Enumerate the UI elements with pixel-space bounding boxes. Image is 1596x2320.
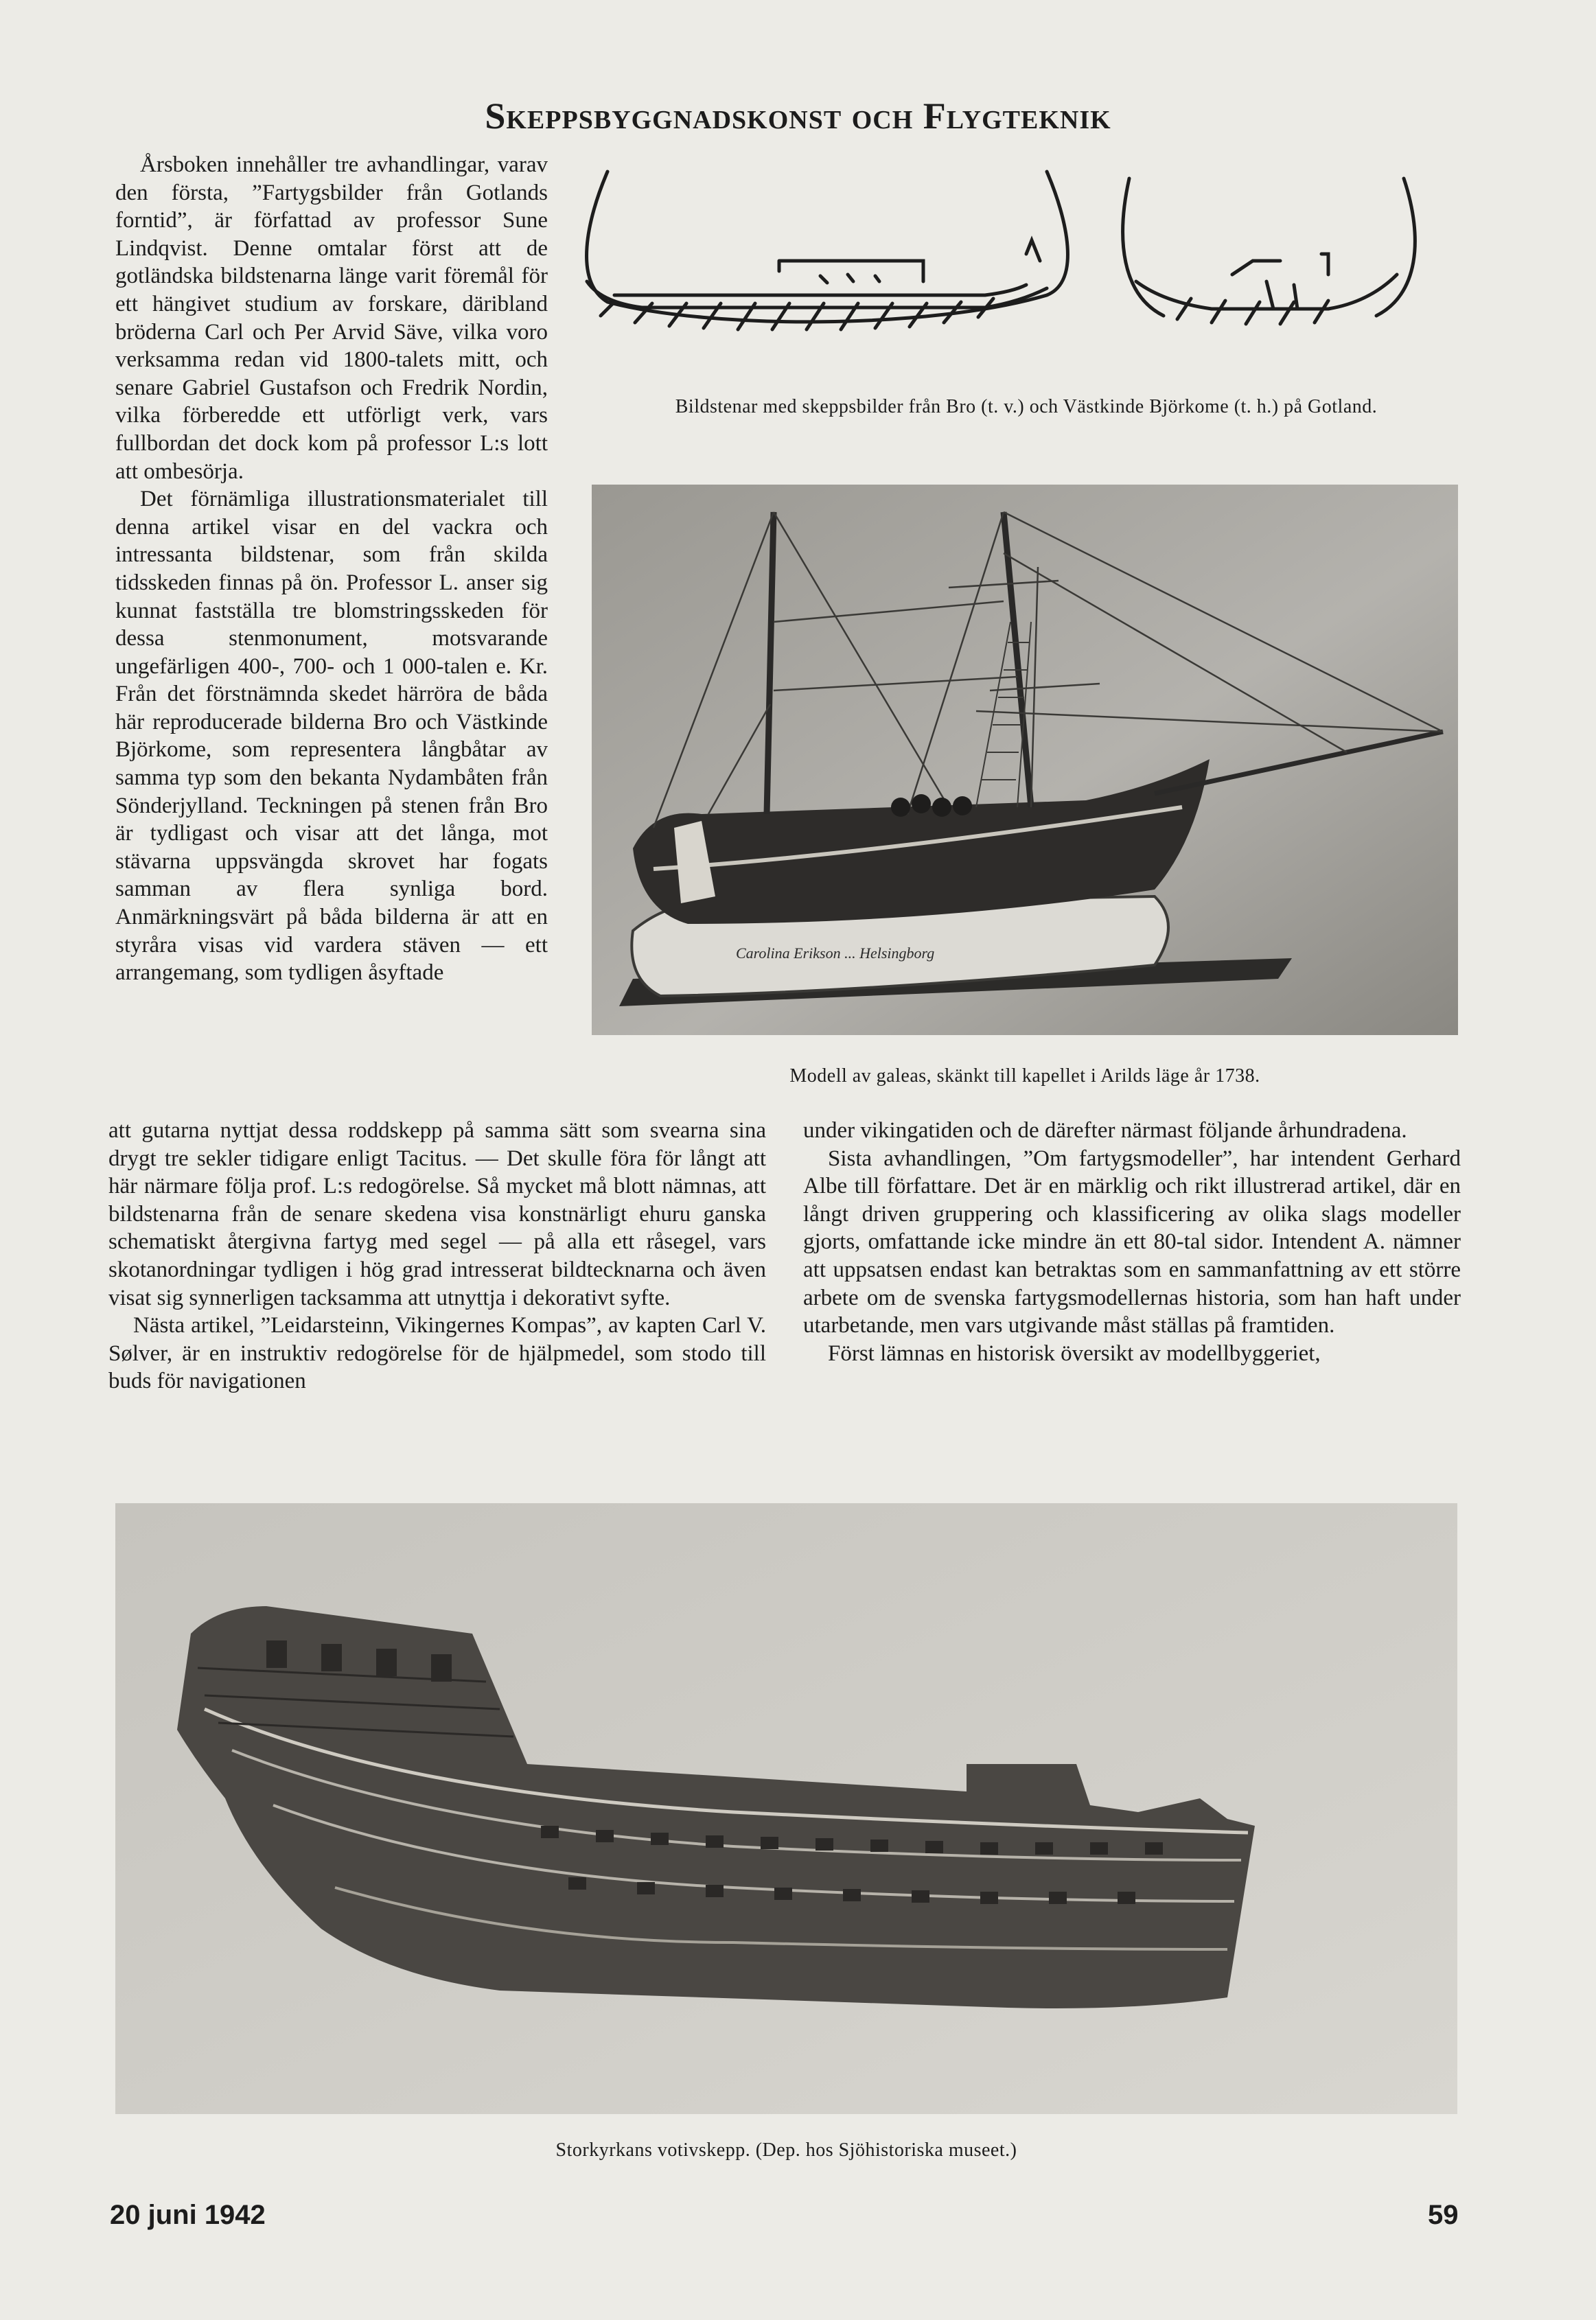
galeas-model-photo — [592, 485, 1458, 1035]
right-paragraph-1: under vikingatiden och de därefter närmast följande århundradena. — [803, 1118, 1407, 1143]
stones-caption: Bildstenar med skeppsbilder från Bro (t. v.) och Västkinde Björkome (t. h.) på Gotland. — [675, 396, 1378, 417]
left-paragraph-1: Årsboken innehåller tre avhandlingar, varav den första, ”Fartygsbilder från Gotlands forntid”, är författad av professor Sune Lindqvist. Denne omtalar först att de gotländska bildstenarna länge varit föremål för ett hängivet studium av forskare, däribland bröderna Carl och Per Arvid Säve, vilka voro verksamma redan vid 1800-talets mitt, och senare Gabriel Gustafson och Fredrik Nordin, vilka förberedde ett utförligt verk, vars fullbordan det dock kom på professor L:s lott att ombesörja. — [115, 152, 548, 484]
page-number: 59 — [1428, 2200, 1459, 2230]
right-paragraph-3: Först lämnas en historisk översikt av modellbyggeriet, — [828, 1341, 1321, 1366]
wide-paragraph-1: att gutarna nyttjat dessa roddskepp på samma sätt som svearna sina drygt tre sekler tidigare enligt Tacitus. — Det skulle föra för långt att här närmare följa prof. L:s redogörelse. Så mycket må blott nämnas, att bildstenarna från de senare skedena visa konstnärligt ehuru ganska schematiskt återgivna fartyg med segel — på alla ett råsegel, vars skotanordningar tydligen i hög grad intresserat bildtecknarna och även visat sig synnerligen tacksamma att utnyttja i dekorativt syfte. — [108, 1118, 766, 1310]
wide-paragraph-2: Nästa artikel, ”Leidarsteinn, Vikingernes Kompas”, av kapten Carl V. Sølver, är en instruktiv redogörelse för de hjälpmedel, som stodo till buds för navigationen — [108, 1313, 766, 1394]
left-paragraph-2: Det förnämliga illustrationsmaterialet till denna artikel visar en del vackra och intressanta bildstenar, som från skilda tidsskeden finnas på ön. Professor L. anser sig kunnat fastställa tre blomstringsskeden för dessa stenmonument, motsvarande ungefärligen 400-, 700- och 1 000-talen e. Kr. Från det förstnämnda skedet härröra de båda här reproducerade bilderna Bro och Västkinde Björkome, som representera långbåtar av samma typ som den bekanta Nydambåten från Sönderjylland. Teckningen på stenen från Bro är tydligast och visar att det långa, mot stävarna uppsvängda skrovet har fogats samman av flera synliga bord. Anmärkningsvärt på båda bilderna är att en styråra visas vid vardera stäven — ett arrangemang, som tydligen åsyftade — [115, 487, 548, 986]
galeas-plaque-text: Carolina Erikson ... Helsingborg — [736, 944, 935, 962]
votive-caption: Storkyrkans votivskepp. (Dep. hos Sjöhistoriska museet.) — [555, 2139, 1017, 2161]
footer-date: 20 juni 1942 — [110, 2200, 266, 2230]
galeas-caption: Modell av galeas, skänkt till kapellet i Arilds läge år 1738. — [789, 1065, 1260, 1087]
page-title: Skeppsbyggnadskonst och Flygteknik — [485, 95, 1111, 137]
stone-carvings-illustration — [573, 158, 1466, 378]
right-column — [803, 1117, 1461, 1367]
votive-ship-photo — [115, 1503, 1457, 2114]
left-column — [115, 151, 548, 987]
wide-column — [108, 1117, 766, 1395]
right-paragraph-2: Sista avhandlingen, ”Om fartygsmodeller”, har intendent Gerhard Albe till författare. Det är en märklig och rikt illustrerad artikel, där en långt driven gruppering och klassificering av olika slags modeller gjorts, omfattande icke mindre än ett 80-tal sidor. Intendent A. nämner att uppsatsen endast kan betraktas som en sammanfattning av ett större arbete om de svenska fartygsmodellernas historia, som han haft under utarbetande, men vars utgivande måst ställas på framtiden. — [803, 1146, 1461, 1338]
bro-stone-outline — [587, 172, 1068, 322]
